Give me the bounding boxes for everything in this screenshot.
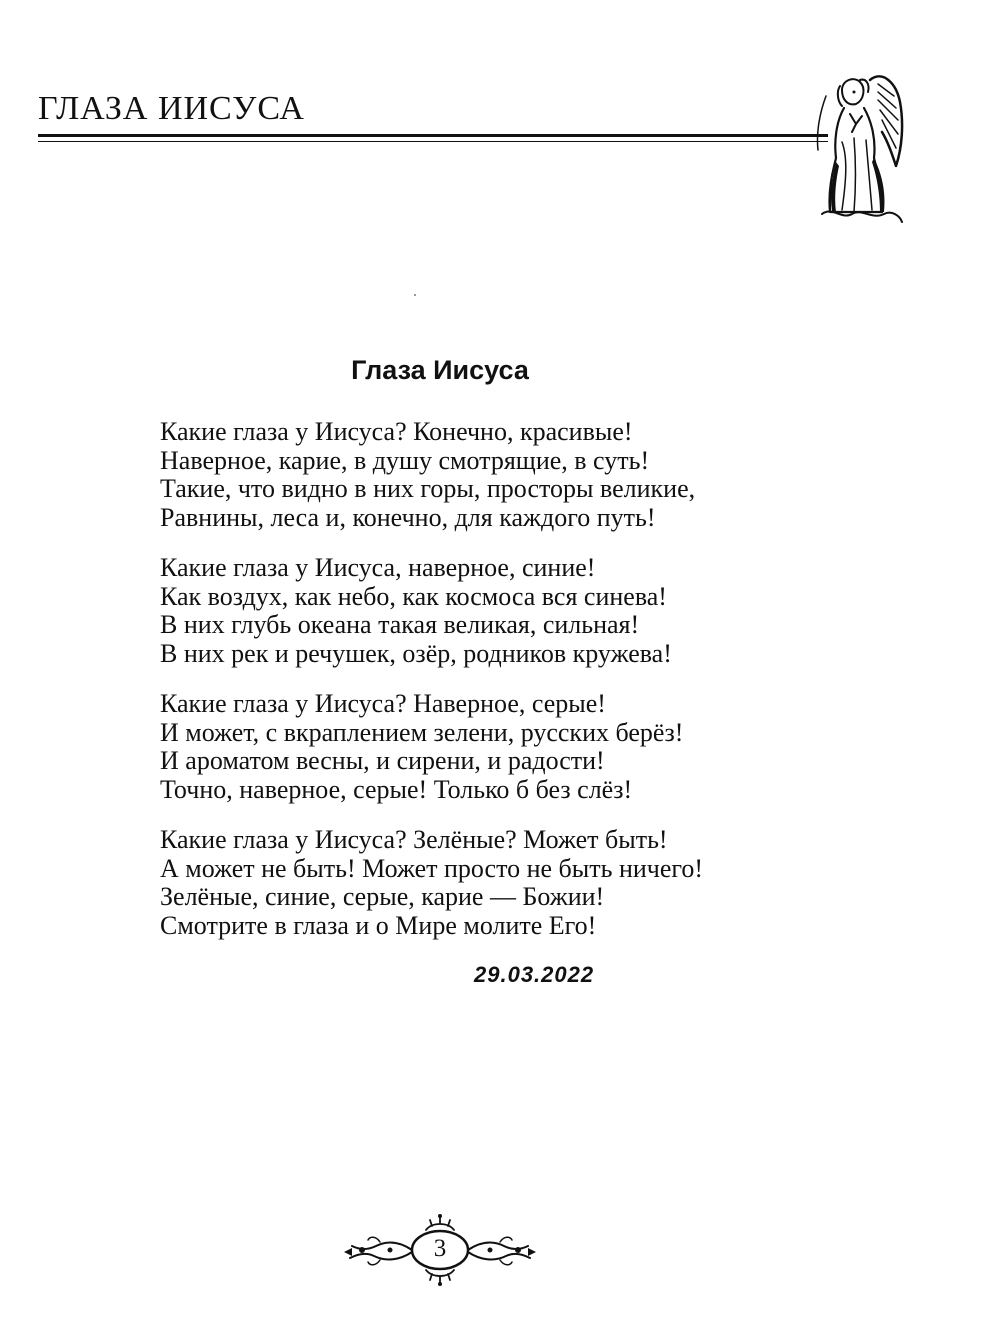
page-number: 3 — [433, 1235, 447, 1262]
poem-line: Наверное, карие, в душу смотрящие, в суть! — [160, 445, 650, 475]
poem-line: Равнины, леса и, конечно, для каждого путь! — [160, 502, 656, 532]
poem-body — [160, 418, 860, 962]
poem-line: Какие глаза у Иисуса? Наверное, серые! — [160, 689, 606, 718]
poem-line: А может не быть! Может просто не быть ничего! — [160, 853, 704, 883]
page-folio — [340, 1212, 540, 1288]
stanza — [160, 554, 860, 668]
running-header-title: ГЛАЗА ИИСУСА — [38, 90, 305, 127]
poem-line: Как воздух, как небо, как космоса вся синева! — [160, 581, 667, 611]
praying-angel-icon — [812, 62, 908, 226]
header-rule-thin — [38, 141, 828, 142]
stanza — [160, 418, 860, 532]
poem-line: И может, с вкраплением зелени, русских берёз! — [160, 717, 684, 747]
poem-line: Точно, наверное, серые! Только б без слёз! — [160, 774, 633, 804]
poem-line: Зелёные, синие, серые, карие — Божии! — [160, 882, 605, 911]
poem-line: В них рек и речушек, озёр, родников кружева! — [160, 638, 672, 668]
poem-line: Какие глаза у Иисуса? Зелёные? Может быть! — [160, 825, 668, 854]
print-speck — [414, 294, 416, 296]
poem-date: 29.03.2022 — [474, 962, 595, 987]
stanza — [160, 690, 860, 804]
stanza — [160, 826, 860, 940]
poem-line: Какие глаза у Иисуса, наверное, синие! — [160, 553, 596, 582]
poem-title: Глаза Иисуса — [351, 355, 529, 385]
poem-line: В них глубь океана такая великая, сильная! — [160, 610, 640, 639]
poem-line: Какие глаза у Иисуса? Конечно, красивые! — [160, 417, 633, 446]
header-rule-thick — [38, 134, 828, 137]
poem-line: Смотрите в глаза и о Мире молите Его! — [160, 910, 597, 940]
poem-line: И ароматом весны, и сирени, и радости! — [160, 746, 605, 775]
poem-line: Такие, что видно в них горы, просторы великие, — [160, 474, 696, 503]
